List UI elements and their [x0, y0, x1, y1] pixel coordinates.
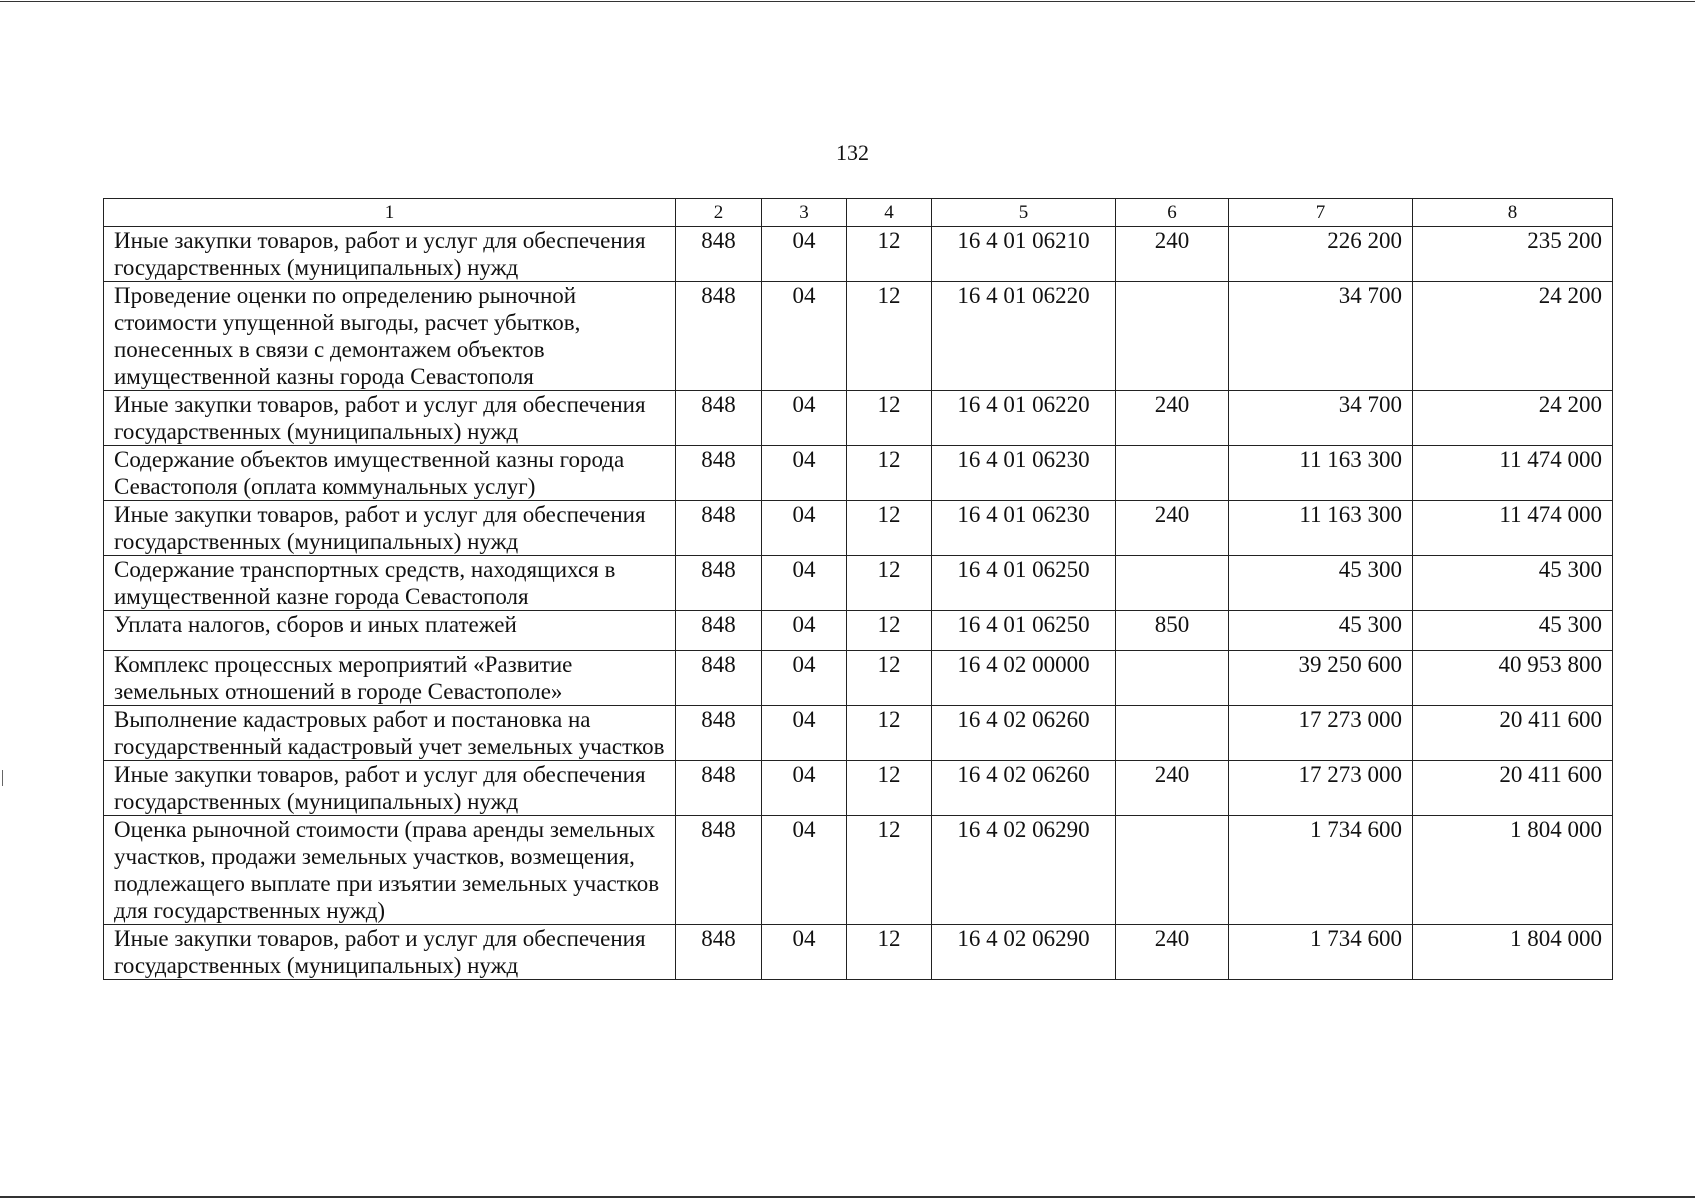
row-amount-col8: 24 200 [1413, 391, 1613, 446]
budget-table [103, 198, 1613, 980]
row-name: Содержание транспортных средств, находящихся в имущественной казне города Севастополя [104, 556, 676, 611]
row-target-article: 16 4 01 06250 [932, 611, 1116, 651]
table-row [104, 282, 1613, 391]
row-amount-col7: 11 163 300 [1229, 446, 1413, 501]
row-amount-col7: 226 200 [1229, 227, 1413, 282]
row-target-article: 16 4 01 06210 [932, 227, 1116, 282]
row-ministry-code: 848 [676, 611, 762, 651]
row-ministry-code: 848 [676, 761, 762, 816]
row-amount-col8: 1 804 000 [1413, 816, 1613, 925]
row-name: Иные закупки товаров, работ и услуг для обеспечения государственных (муниципальных) нужд [104, 761, 676, 816]
row-name: Иные закупки товаров, работ и услуг для обеспечения государственных (муниципальных) нужд [104, 501, 676, 556]
row-section-code: 04 [762, 282, 847, 391]
table-row [104, 925, 1613, 980]
row-amount-col8: 20 411 600 [1413, 761, 1613, 816]
row-target-article: 16 4 01 06230 [932, 501, 1116, 556]
row-amount-col8: 235 200 [1413, 227, 1613, 282]
row-amount-col7: 45 300 [1229, 556, 1413, 611]
row-subsection-code: 12 [847, 651, 932, 706]
row-section-code: 04 [762, 501, 847, 556]
header-col-4: 4 [847, 199, 932, 227]
row-ministry-code: 848 [676, 391, 762, 446]
scan-edge-mark [2, 770, 3, 786]
row-target-article: 16 4 01 06220 [932, 391, 1116, 446]
scan-bottom-rule [0, 1196, 1695, 1198]
row-target-article: 16 4 02 06290 [932, 925, 1116, 980]
header-row [104, 199, 1613, 227]
row-amount-col7: 11 163 300 [1229, 501, 1413, 556]
row-amount-col8: 20 411 600 [1413, 706, 1613, 761]
row-expense-type: 240 [1116, 761, 1229, 816]
row-amount-col7: 45 300 [1229, 611, 1413, 651]
row-expense-type: 240 [1116, 227, 1229, 282]
page-number: 132 [836, 140, 869, 165]
row-ministry-code: 848 [676, 706, 762, 761]
row-section-code: 04 [762, 651, 847, 706]
header-col-7: 7 [1229, 199, 1413, 227]
row-target-article: 16 4 02 06260 [932, 761, 1116, 816]
row-name: Иные закупки товаров, работ и услуг для обеспечения государственных (муниципальных) нужд [104, 391, 676, 446]
table-row [104, 761, 1613, 816]
row-name: Иные закупки товаров, работ и услуг для обеспечения государственных (муниципальных) нужд [104, 227, 676, 282]
table-row [104, 391, 1613, 446]
row-section-code: 04 [762, 611, 847, 651]
row-subsection-code: 12 [847, 816, 932, 925]
row-ministry-code: 848 [676, 651, 762, 706]
row-expense-type [1116, 446, 1229, 501]
row-amount-col7: 34 700 [1229, 282, 1413, 391]
row-amount-col7: 1 734 600 [1229, 816, 1413, 925]
row-target-article: 16 4 01 06250 [932, 556, 1116, 611]
row-expense-type: 850 [1116, 611, 1229, 651]
row-section-code: 04 [762, 227, 847, 282]
table-row [104, 611, 1613, 651]
table-row [104, 556, 1613, 611]
row-ministry-code: 848 [676, 282, 762, 391]
row-section-code: 04 [762, 816, 847, 925]
header-col-5: 5 [932, 199, 1116, 227]
row-amount-col8: 1 804 000 [1413, 925, 1613, 980]
table-row [104, 227, 1613, 282]
row-section-code: 04 [762, 761, 847, 816]
table-row [104, 446, 1613, 501]
row-amount-col8: 11 474 000 [1413, 446, 1613, 501]
row-name: Иные закупки товаров, работ и услуг для обеспечения государственных (муниципальных) нужд [104, 925, 676, 980]
row-subsection-code: 12 [847, 227, 932, 282]
header-col-3: 3 [762, 199, 847, 227]
row-amount-col8: 45 300 [1413, 556, 1613, 611]
row-expense-type [1116, 282, 1229, 391]
row-amount-col8: 24 200 [1413, 282, 1613, 391]
scan-top-rule [0, 1, 1695, 2]
row-amount-col8: 11 474 000 [1413, 501, 1613, 556]
row-amount-col7: 17 273 000 [1229, 706, 1413, 761]
row-target-article: 16 4 02 00000 [932, 651, 1116, 706]
table-body [104, 227, 1613, 980]
row-expense-type [1116, 706, 1229, 761]
table-row [104, 651, 1613, 706]
row-ministry-code: 848 [676, 501, 762, 556]
row-section-code: 04 [762, 446, 847, 501]
table-row [104, 501, 1613, 556]
row-section-code: 04 [762, 556, 847, 611]
row-section-code: 04 [762, 925, 847, 980]
table-row [104, 706, 1613, 761]
row-name: Проведение оценки по определению рыночной стоимости упущенной выгоды, расчет убытков, понесенных в связи с демонтажем объектов имущественной казны города Севастополя [104, 282, 676, 391]
row-expense-type [1116, 651, 1229, 706]
row-amount-col7: 17 273 000 [1229, 761, 1413, 816]
row-expense-type: 240 [1116, 925, 1229, 980]
table-header [104, 199, 1613, 227]
row-name: Выполнение кадастровых работ и постановка на государственный кадастровый учет земельных участков [104, 706, 676, 761]
row-subsection-code: 12 [847, 556, 932, 611]
row-ministry-code: 848 [676, 446, 762, 501]
row-subsection-code: 12 [847, 282, 932, 391]
row-expense-type: 240 [1116, 501, 1229, 556]
row-target-article: 16 4 02 06260 [932, 706, 1116, 761]
header-col-8: 8 [1413, 199, 1613, 227]
row-subsection-code: 12 [847, 761, 932, 816]
header-col-2: 2 [676, 199, 762, 227]
row-expense-type [1116, 816, 1229, 925]
row-target-article: 16 4 02 06290 [932, 816, 1116, 925]
row-name: Оценка рыночной стоимости (права аренды земельных участков, продажи земельных участков, возмещения, подлежащего выплате при изъятии земельных участков для государственных нужд) [104, 816, 676, 925]
row-subsection-code: 12 [847, 391, 932, 446]
row-amount-col7: 34 700 [1229, 391, 1413, 446]
row-amount-col7: 1 734 600 [1229, 925, 1413, 980]
table-row [104, 816, 1613, 925]
row-amount-col7: 39 250 600 [1229, 651, 1413, 706]
header-col-1: 1 [104, 199, 676, 227]
row-subsection-code: 12 [847, 446, 932, 501]
row-ministry-code: 848 [676, 227, 762, 282]
row-amount-col8: 40 953 800 [1413, 651, 1613, 706]
row-ministry-code: 848 [676, 816, 762, 925]
row-subsection-code: 12 [847, 611, 932, 651]
row-name: Комплекс процессных мероприятий «Развитие земельных отношений в городе Севастополе» [104, 651, 676, 706]
row-subsection-code: 12 [847, 925, 932, 980]
row-subsection-code: 12 [847, 501, 932, 556]
row-section-code: 04 [762, 391, 847, 446]
row-ministry-code: 848 [676, 556, 762, 611]
row-subsection-code: 12 [847, 706, 932, 761]
row-target-article: 16 4 01 06230 [932, 446, 1116, 501]
row-expense-type [1116, 556, 1229, 611]
row-target-article: 16 4 01 06220 [932, 282, 1116, 391]
row-section-code: 04 [762, 706, 847, 761]
row-name: Содержание объектов имущественной казны города Севастополя (оплата коммунальных услуг) [104, 446, 676, 501]
row-ministry-code: 848 [676, 925, 762, 980]
row-expense-type: 240 [1116, 391, 1229, 446]
row-amount-col8: 45 300 [1413, 611, 1613, 651]
header-col-6: 6 [1116, 199, 1229, 227]
row-name: Уплата налогов, сборов и иных платежей [104, 611, 676, 651]
